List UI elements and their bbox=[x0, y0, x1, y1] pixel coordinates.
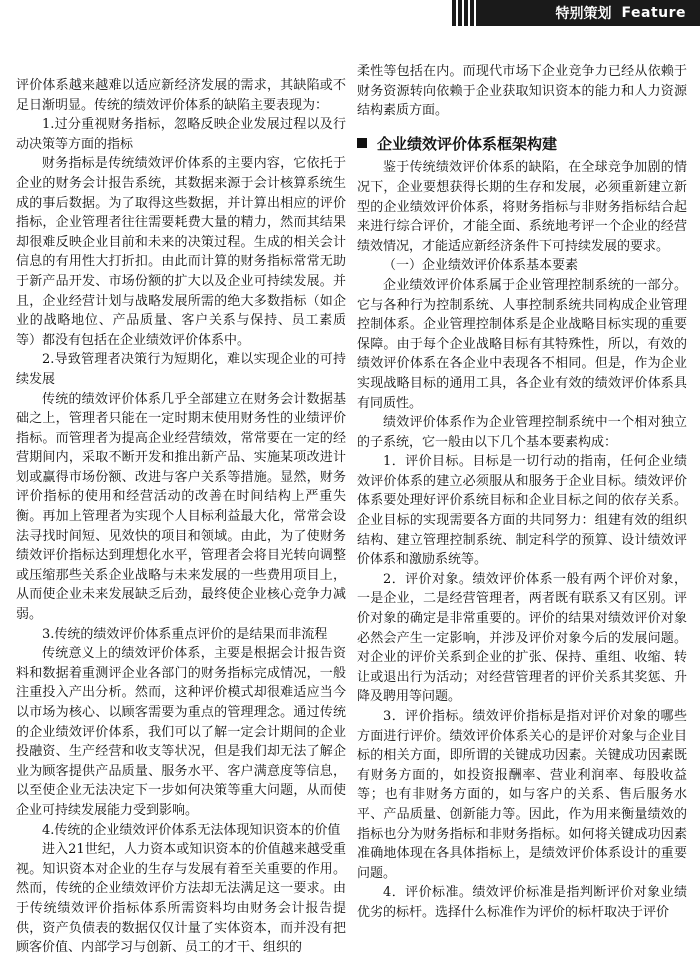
paragraph: 1．评价目标。目标是一切行动的指南，任何企业绩效评价体系的建立必须服从和服务于企业目标。绩效评价体系要处理好评价系统目标和企业目标之间的依存关系。企业目标的实现需要各方面的共同努力：组建有效的组织结构、建立管理控制系统、制定科学的预算、设计绩效评价体系和激励系统等。 bbox=[357, 454, 687, 568]
paragraph: 进入21世纪，人力资本或知识资本的价值越来越受重视。知识资本对企业的生存与发展有着至关重要的作用。然而，传统的企业绩效评价方法却无法满足这一要求。由于传统绩效评价指标体系所需资料均由财务会计报告提供，资产负债表的数据仅仅计量了实体资本，而并没有把顾客价值、内部学习与创新、员工的才干、组织的 bbox=[16, 842, 346, 956]
paragraph: 3．评价指标。绩效评价指标是指对评价对象的哪些方面进行评价。绩效评价体系关心的是评价对象与企业目标的相关方面，即所谓的关键成功因素。关键成功因素既有财务方面的，如投资报酬率、营业利润率、每股收益等；也有非财务方面的，如与客户的关系、售后服务水平、产品质量、创新能力等。因此，作为用来衡量绩效的指标也分为财务指标和非财务指标。如何将关键成功因素准确地体现在各具体指标上，是绩效评价体系设计的重要问题。 bbox=[357, 709, 687, 881]
subheading: （一）企业绩效评价体系基本要素 bbox=[383, 258, 579, 274]
section-title-en: Feature bbox=[621, 5, 686, 21]
paragraph: 柔性等包括在内。而现代市场下企业竞争力已经从依赖于财务资源转向依赖于企业获取知识资本的能力和人力资源结构素质方面。 bbox=[357, 64, 687, 119]
paragraph: 企业绩效评价体系属于企业管理控制系统的一部分。它与各种行为控制系统、人事控制系统共同构成企业管理控制体系。企业管理控制体系是企业战略目标实现的重要保障。由于每个企业战略目标有其特殊性，所以，有效的绩效评价体系在各企业中表现各不相同。但是，作为企业实现战略目标的通用工具，各企业有效的绩效评价体系具有同质性。 bbox=[357, 277, 687, 411]
section-header bbox=[450, 0, 700, 26]
paragraph: 绩效评价体系作为企业管理控制系统中一个相对独立的子系统，它一般由以下几个基本要素构成： bbox=[357, 415, 687, 450]
section-heading bbox=[357, 135, 687, 155]
section-title-cn: 特别策划 bbox=[555, 6, 612, 22]
paragraph: 鉴于传统绩效评价体系的缺陷，在全球竞争加剧的情况下，企业要想获得长期的生存和发展，必须重新建立新型的企业绩效评价体系，将财务指标与非财务指标结合起来进行综合评价，才能全面、系统地考评一个企业的经营绩效情况，才能适应新经济条件下可持续发展的要求。 bbox=[357, 160, 687, 254]
paragraph: 财务指标是传统绩效评价体系的主要内容，它依托于企业的财务会计报告系统，其数据来源于会计核算系统生成的事后数据。为了取得这些数据，并计算出相应的评价指标，企业管理者往往需要耗费大量的精力，然而其结果却很难反映企业目前和未来的决策过程。生成的相关会计信息的有用性大打折扣。由此而计算的财务指标常常无助于新产品开发、市场份额的扩大以及企业可持续发展。并且，企业经营计划与战略发展所需的绝大多数指标（如企业的战略地位、产品质量、客户关系与保持、员工素质等）都没有包括在企业绩效评价体系中。 bbox=[16, 156, 346, 348]
paragraph: 传统意义上的绩效评价体系，主要是根据会计报告资料和数据着重测评企业各部门的财务指标完成情况，一般注重投入产出分析。然而，这种评价模式却很难适应当今以市场为核心、以顾客需要为重点的管理理念。通过传统的企业绩效评价体系，我们可以了解一定会计期间的企业投融资、生产经营和收支等状况，但是我们却无法了解企业为顾客提供产品质量、服务水平、客户满意度等信息，以至使企业无法决定下一步如何决策等重大问题，从而使企业可持续发展能力受到影响。 bbox=[16, 646, 346, 818]
right-column bbox=[357, 62, 687, 923]
subheading: 1.过分重视财务指标，忽略反映企业发展过程以及行动决策等方面的指标 bbox=[16, 117, 346, 152]
subheading: 3.传统的绩效评价体系重点评价的是结果而非流程 bbox=[42, 626, 328, 642]
header-stripe-decoration bbox=[450, 0, 478, 26]
paragraph: 传统的绩效评价体系几乎全部建立在财务会计数据基础之上，管理者只能在一定时期末使用财务性的业绩评价指标。而管理者为提高企业经营绩效，常常要在一定的经营期间内，采取不断开发和推出新产品、实施某项改进计划或赢得市场份额、改进与客户关系等措施。显然，财务评价指标的使用和经营活动的改善在时间结构上严重失衡。再加上管理者为实现个人目标利益最大化，常常会设法寻找时间短、见效快的项目和领域。由此，为了使财务绩效评价指标达到理想化水平，管理者会将目光转向调整或压缩那些关系企业战略与未来发展的一些费用项目上，从而使企业未来发展缺乏后劲，最终使企业核心竞争力减弱。 bbox=[16, 391, 346, 623]
paragraph: 2．评价对象。绩效评价体系一般有两个评价对象，一是企业，二是经营管理者，两者既有联系又有区别。评价对象的确定是非常重要的。评价的结果对绩效评价对象必然会产生一定影响，并涉及评价对象今后的发展问题。对企业的评价关系到企业的扩张、保持、重组、收缩、转让或退出行为活动；对经营管理者的评价关系其奖惩、升降及聘用等问题。 bbox=[357, 571, 687, 705]
section-heading-text: 企业绩效评价体系框架构建 bbox=[377, 134, 558, 153]
left-column bbox=[16, 76, 346, 958]
subheading: 4.传统的企业绩效评价体系无法体现知识资本的价值 bbox=[42, 822, 341, 838]
paragraph: 4．评价标准。绩效评价标准是指判断评价对象业绩优劣的标杆。选择什么标准作为评价的标杆取决于评价 bbox=[357, 885, 687, 920]
square-bullet-icon bbox=[357, 138, 367, 148]
subheading: 2.导致管理者决策行为短期化，难以实现企业的可持续发展 bbox=[16, 352, 346, 387]
paragraph: 评价体系越来越难以适应新经济发展的需求，其缺陷或不足日渐明显。传统的绩效评价体系的缺陷主要表现为： bbox=[16, 78, 346, 113]
